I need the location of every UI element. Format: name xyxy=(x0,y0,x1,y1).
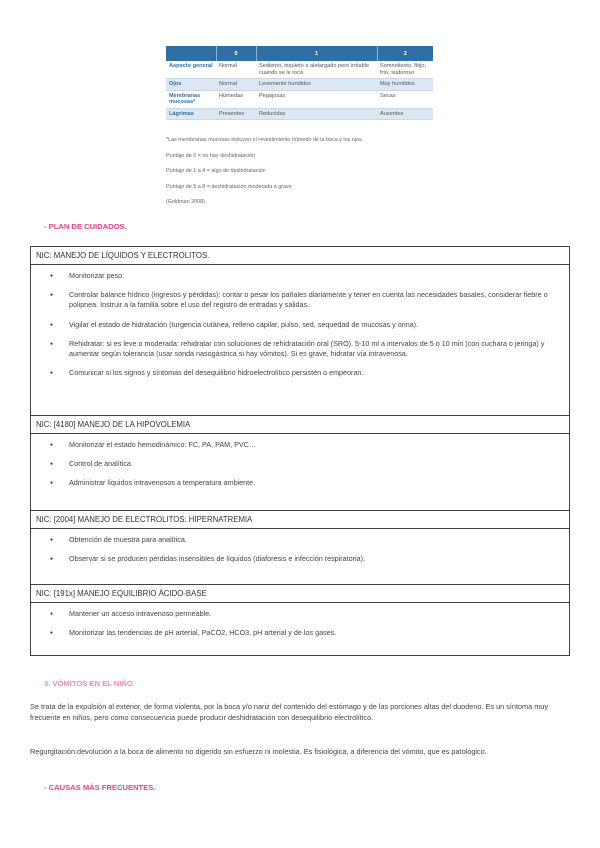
table-cell: Reducidas xyxy=(256,108,377,120)
table-header-cell: 2 xyxy=(377,46,433,61)
list-item: ● Monitorizar el estado hemodinámico: FC, PA, PAM, PVC… xyxy=(69,440,559,450)
table-cell: Muy hundidos xyxy=(377,79,433,91)
list-item: ● Obtención de muestra para analítica. xyxy=(69,535,559,545)
row-label: Membranas mucosas* xyxy=(166,90,216,108)
table-cell: Secas xyxy=(377,90,433,108)
row-label: Ojos xyxy=(166,79,216,91)
list-item: ● Rehidratar: si es leve o moderada: rehidratar con soluciones de rehidratación oral (SRO). 5-10 ml a intervalos de 5 o 10 min (con cuchara o jeringa) y aumentar según tolerancia (usar sonda nasogástrica si hay vómitos). Si es grave, hidratar vía intravenosa. xyxy=(69,339,559,359)
dehydration-scale-table xyxy=(166,46,433,120)
causes-heading: - CAUSAS MÁS FRECUENTES. xyxy=(44,783,156,792)
list-item: ● Vigilar el estado de hidratación (turgencia cutánea, relleno capilar, pulso, sed, sequedad de mucosas y orina). xyxy=(69,320,559,330)
list-item: ● Monitorizar peso. xyxy=(69,271,559,281)
list-item: ● Comunicar si los signos y síntomas del desequilibrio hidroelectrolítico persisten o empeoran. xyxy=(69,368,559,378)
table-header-cell xyxy=(166,46,216,61)
nic-list xyxy=(31,529,569,577)
table-row xyxy=(166,108,433,120)
table-cell: Húmedas xyxy=(216,90,256,108)
table-cell: Presentes xyxy=(216,108,256,120)
paragraph: Se trata de la expulsión al exterior, de forma violenta, por la boca y/o nariz del contenido del estómago y de las porciones altas del duodeno. Es un síntoma muy frecuente en niños, pero como consecuencia puede producir deshidratación con desequilibrio electrolítico. xyxy=(30,702,548,722)
table-cell: Normal xyxy=(216,79,256,91)
table-cell: Sediento, inquieto o aletargado pero irritable cuando se le toca xyxy=(256,61,377,79)
plan-heading: - PLAN DE CUIDADOS. xyxy=(44,222,127,231)
list-item: ● Observar si se producen pérdidas insensibles de líquidos (diaforesis e infección respiratoria). xyxy=(69,554,559,564)
table-header-cell: 0 xyxy=(216,46,256,61)
table-cell: Pegajosas xyxy=(256,90,377,108)
score-note: Puntaje de 0 = no hay deshidratación xyxy=(166,152,256,159)
list-item: ● Mantener un acceso intravenoso permeable. xyxy=(69,609,559,619)
nic-title: NIC: [191x] MANEJO EQUILIBRIO ÁCIDO-BASE xyxy=(31,585,569,603)
nic-box xyxy=(30,584,570,656)
nic-list xyxy=(31,603,569,651)
scale-notes xyxy=(166,137,363,215)
nic-title: NIC: MANEJO DE LÍQUIDOS Y ELECTROLITOS. xyxy=(31,247,569,265)
table-header-row xyxy=(166,46,433,61)
list-item: ● Controlar balance hídrico (ingresos y pérdidas): contar o pesar los pañales diariamente y tener en cuenta las necesidades basales, considerar fiebre o polipnea. Instruir a la familia sobre el uso del registro de entradas y salidas. xyxy=(69,290,559,310)
nic-title: NIC: [4180] MANEJO DE LA HIPOVOLEMIA xyxy=(31,416,569,434)
table-header-cell: 1 xyxy=(256,46,377,61)
list-item: ● Monitorizar las tendencias de pH arterial, PaCO2, HCO3, pH arterial y de los gases. xyxy=(69,628,559,638)
section-heading: 3. VÓMITOS EN EL NIÑO. xyxy=(44,679,135,688)
paragraph: Regurgitación:devolución a la boca de alimento no digerido sin esfuerzo ni molestia. Es fisiológica, a diferencia del vómito, que es patológico. xyxy=(30,747,487,756)
table-cell: Ausentes xyxy=(377,108,433,120)
table-row xyxy=(166,61,433,79)
table-cell: Somnoliento, flojo, frío, sudoroso xyxy=(377,61,433,79)
table-cell: Levemente hundidos xyxy=(256,79,377,91)
nic-list xyxy=(31,434,569,502)
list-item: ● Control de analítica. xyxy=(69,459,559,469)
nic-box xyxy=(30,415,570,511)
nic-list xyxy=(31,265,569,391)
table-row xyxy=(166,79,433,91)
score-note: Puntaje de 1 a 4 = algo de deshidratación xyxy=(166,168,266,174)
table-cell: Normal xyxy=(216,61,256,79)
citation: (Goldman 2008) xyxy=(166,199,205,205)
nic-box xyxy=(30,510,570,585)
nic-title: NIC: [2004] MANEJO DE ELECTROLITOS: HIPERNATREMIA xyxy=(31,511,569,529)
row-label: Lágrimas xyxy=(166,108,216,120)
table-row xyxy=(166,90,433,108)
list-item: ● Administrar líquidos intravenosos a temperatura ambiente. xyxy=(69,478,559,488)
nic-box xyxy=(30,246,570,416)
score-note: Puntaje de 5 a 8 = deshidratación moderada a grave xyxy=(166,183,292,190)
row-label: Aspecto general xyxy=(166,61,216,79)
scale-footnote: *Las membranas mucosas incluyen el revestimiento húmedo de la boca y los ojos. xyxy=(166,137,364,143)
